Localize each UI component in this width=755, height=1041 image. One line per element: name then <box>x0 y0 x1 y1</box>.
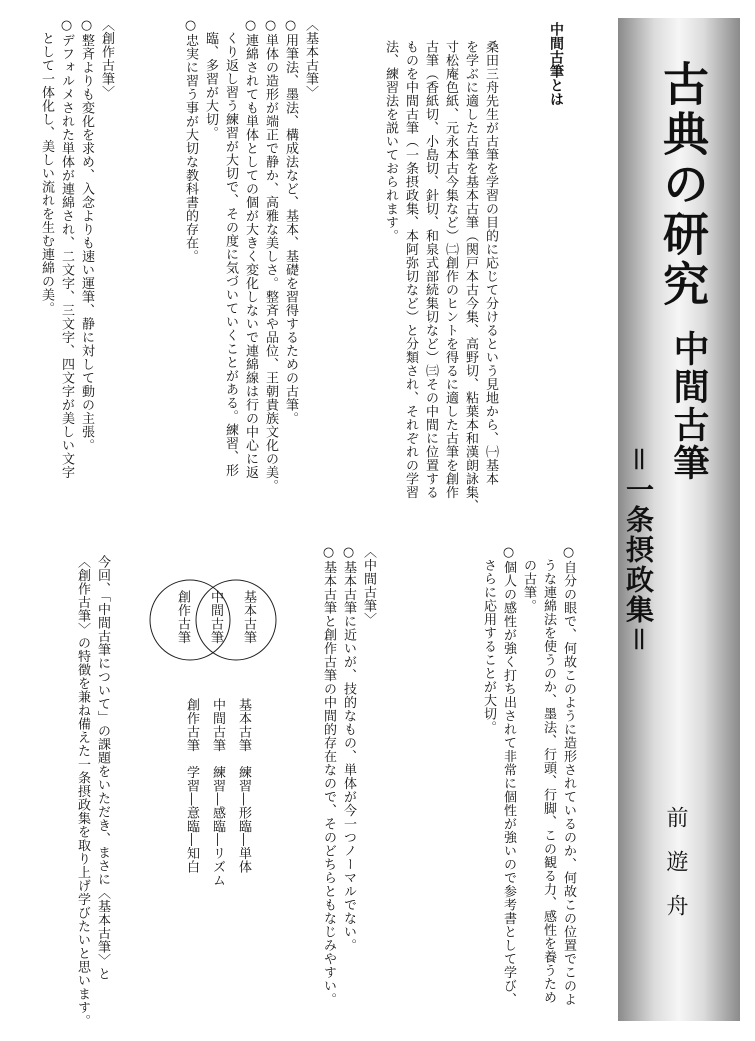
intro-line: 古筆（香紙切、小島切、針切、和泉式部続集切など）㈢その中間に位置する <box>423 40 438 499</box>
creative-heading: 〈創作古筆〉 <box>99 18 114 99</box>
creative-line: ○デフォルメされた単体が連綿され、二文字、三文字、四文字が美しい文字 <box>59 18 74 479</box>
closing-text <box>72 555 112 1028</box>
venn-label-middle: 中間古筆 <box>208 590 223 644</box>
basic-line: ○用筆法、墨法、構成法など、基本、基礎を習得するための古筆。 <box>283 18 298 425</box>
closing-line: 〈創作古筆〉の特徴を兼ね備えた一条摂政集を取り上げ学びたいと思います。 <box>75 555 90 1028</box>
middle-section <box>318 545 378 1015</box>
comparison-row: 中間古筆 練習―感臨―リズム <box>210 698 225 887</box>
perception-line: さらに応用することが大切。 <box>481 545 496 734</box>
intro-heading: 中間古筆とは <box>548 22 564 106</box>
venn-label-basic: 基本古筆 <box>241 590 256 644</box>
creative-section <box>36 18 116 498</box>
basic-section <box>180 18 320 498</box>
middle-line: ○基本古筆と創作古筆の中間的存在なので、そのどちらともなじみやすい。 <box>321 545 336 1006</box>
creative-line: として一体化し、美しい流れを生む連綿の美。 <box>39 18 54 315</box>
basic-heading: 〈基本古筆〉 <box>303 18 318 99</box>
middle-heading: 〈中間古筆〉 <box>361 545 376 626</box>
basic-line: ○単体の造形が端正で静か、高雅な美しさ。整斉や品位、王朝貴族文化の美。 <box>263 18 278 493</box>
perception-text <box>478 545 578 1015</box>
comparison-table <box>178 698 256 887</box>
basic-line: くり返し習う練習が大切で、その度に気づいていくことがある。練習、形 <box>223 18 238 477</box>
perception-line: うな連綿法を使うのか、墨法、行頭、行脚、この観る力、感性を養うため <box>541 545 556 1004</box>
intro-line: ものを中間古筆（一条摂政集、本阿弥切など）と分類され、それぞれの学習 <box>403 40 418 499</box>
closing-line: 今回、「中間古筆について」の課題をいただき、まさに〈基本古筆〉と <box>95 555 110 981</box>
perception-line: ○個人の感性が強く打ち出されて非常に個性が強いので参考書として学び、 <box>501 545 516 1006</box>
intro-text <box>380 40 500 513</box>
basic-line: ○連綿されても単体としての個が大きく変化しないで連綿線は行の中心に返 <box>243 18 258 479</box>
intro-line: 寸松庵色紙、元永本古今集など）㈡創作のヒントを得るに適した古筆を創作 <box>443 40 458 499</box>
basic-line: 臨、多習が大切。 <box>203 18 218 140</box>
intro-line: を学ぶに適した古筆を基本古筆（関戸本古今集、高野切、粘葉本和漢朗詠集、 <box>463 40 478 513</box>
creative-line: ○整斉よりも変化を求め、入念よりも速い運筆、静に対して動の主張。 <box>79 18 94 452</box>
intro-line: 法、練習法を説いておられます。 <box>383 40 398 243</box>
page-subtitle-2: ＝一条摂政集＝ <box>622 445 655 656</box>
author-name: 前遊舟 <box>663 806 688 938</box>
comparison-row: 創作古筆 学習―意臨―知白 <box>184 698 199 874</box>
page-subtitle: 中間古筆 <box>668 330 710 482</box>
page-title: 古典の研究 <box>656 60 710 310</box>
intro-line: 桑田三舟先生が古筆を学習の目的に応じて分けるという見地から、㈠基本 <box>483 40 498 486</box>
basic-line: ○忠実に習う事が大切な教科書的存在。 <box>183 18 198 263</box>
comparison-row: 基本古筆 練習―形臨―単体 <box>236 698 251 874</box>
middle-line: ○基本古筆に近いが、技的なもの、単体が今一つノーマルでない。 <box>341 545 356 952</box>
perception-line: ○自分の眼で、何故このように造形されているのか、何故この位置でこのよ <box>561 545 576 1006</box>
perception-line: の古筆。 <box>521 545 536 613</box>
venn-label-creative: 創作古筆 <box>175 590 190 644</box>
